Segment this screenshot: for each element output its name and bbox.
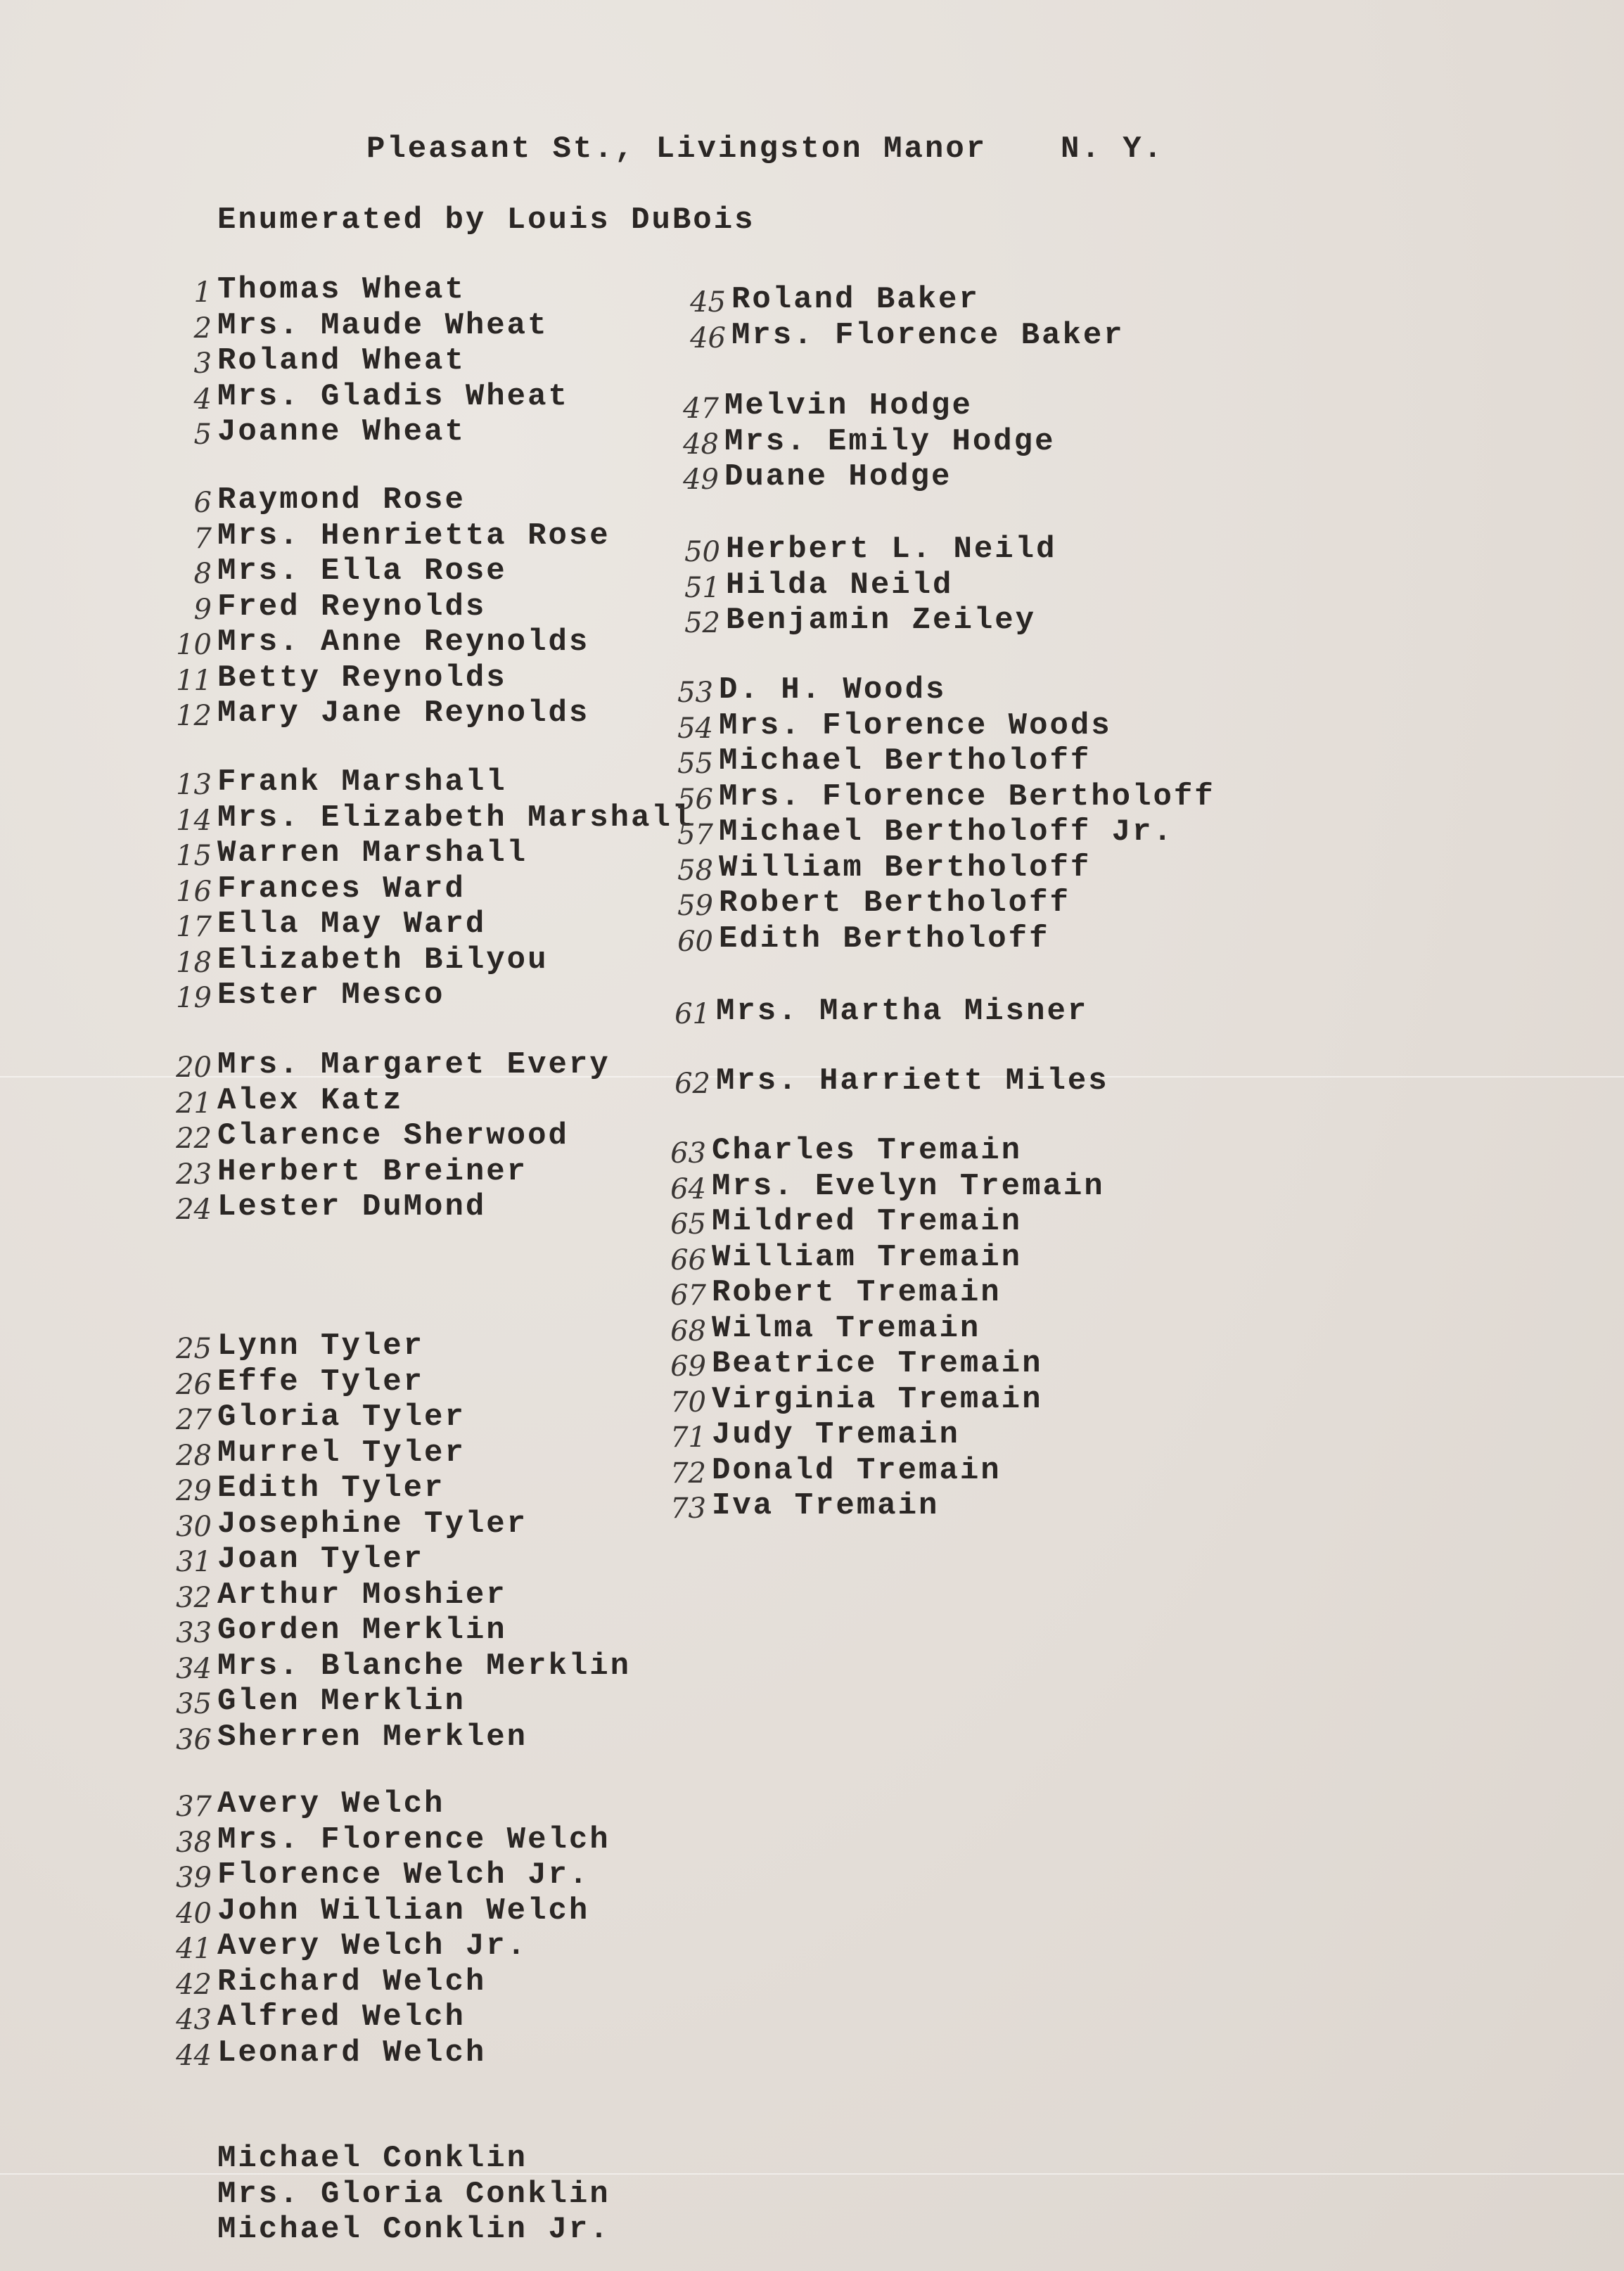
person-name: Avery Welch <box>217 1786 445 1822</box>
person-name: Fred Reynolds <box>217 589 487 625</box>
handwritten-number: 30 <box>176 1510 212 1543</box>
handwritten-number: 70 <box>670 1386 706 1419</box>
person-name: Mrs. Maude Wheat <box>217 307 549 343</box>
person-name: Leonard Welch <box>217 2035 487 2071</box>
person-name: Beatrice Tremain <box>712 1346 1043 1381</box>
person-name: Murrel Tyler <box>217 1435 466 1471</box>
handwritten-number: 8 <box>193 558 212 590</box>
person-name: Gorden Merklin <box>217 1613 507 1648</box>
person-name: Mrs. Gloria Conklin <box>217 2176 610 2212</box>
person-name: Michael Bertholoff <box>719 743 1092 779</box>
person-name: Roland Wheat <box>217 343 466 378</box>
handwritten-number: 31 <box>176 1546 212 1578</box>
person-name: William Bertholoff <box>719 850 1092 885</box>
handwritten-number: 60 <box>677 925 713 958</box>
person-name: Richard Welch <box>217 1964 487 2000</box>
person-name: Warren Marshall <box>217 836 528 871</box>
person-name: Charles Tremain <box>712 1133 1023 1168</box>
state-heading: N. Y. <box>1061 132 1165 167</box>
person-name: Joanne Wheat <box>217 414 466 449</box>
person-name: Betty Reynolds <box>217 660 507 696</box>
person-name: Frank Marshall <box>217 765 507 800</box>
handwritten-number: 21 <box>176 1087 212 1120</box>
handwritten-number: 20 <box>176 1051 212 1084</box>
handwritten-number: 36 <box>176 1723 212 1756</box>
handwritten-number: 5 <box>193 418 212 451</box>
handwritten-number: 19 <box>176 982 212 1014</box>
handwritten-number: 51 <box>684 571 720 604</box>
handwritten-number: 28 <box>176 1439 212 1472</box>
person-name: Alex Katz <box>217 1082 404 1118</box>
enumerator-line: Enumerated by Louis DuBois <box>217 203 755 238</box>
handwritten-number: 63 <box>670 1137 706 1170</box>
person-name: William Tremain <box>712 1239 1023 1275</box>
person-name: Arthur Moshier <box>217 1577 507 1613</box>
handwritten-number: 57 <box>677 819 713 851</box>
handwritten-number: 3 <box>193 347 212 380</box>
person-name: Michael Conklin Jr. <box>217 2212 610 2247</box>
person-name: Melvin Hodge <box>724 388 973 423</box>
handwritten-number: 18 <box>176 946 212 979</box>
handwritten-number: 27 <box>176 1404 212 1436</box>
person-name: Judy Tremain <box>712 1417 960 1452</box>
person-name: Duane Hodge <box>724 459 952 494</box>
handwritten-number: 26 <box>176 1368 212 1401</box>
handwritten-number: 7 <box>193 522 212 555</box>
person-name: Hilda Neild <box>726 567 954 603</box>
handwritten-number: 68 <box>670 1314 706 1348</box>
handwritten-number: 40 <box>176 1897 212 1930</box>
handwritten-number: 55 <box>677 748 713 780</box>
handwritten-number: 12 <box>176 700 212 732</box>
handwritten-number: 48 <box>683 428 719 461</box>
person-name: Mrs. Florence Welch <box>217 1822 610 1857</box>
person-name: Alfred Welch <box>217 2000 466 2035</box>
handwritten-number: 14 <box>176 804 212 837</box>
person-name: Edith Bertholoff <box>719 921 1050 957</box>
person-name: Iva Tremain <box>712 1488 940 1523</box>
handwritten-number: 65 <box>670 1208 706 1241</box>
person-name: Mrs. Blanche Merklin <box>217 1648 632 1684</box>
person-name: John Willian Welch <box>217 1893 590 1928</box>
person-name: Robert Tremain <box>712 1275 1002 1310</box>
person-name: Herbert L. Neild <box>726 532 1057 567</box>
handwritten-number: 59 <box>677 890 713 922</box>
handwritten-number: 45 <box>690 286 726 319</box>
person-name: Mrs. Florence Baker <box>731 317 1125 353</box>
handwritten-number: 47 <box>683 392 719 425</box>
person-name: Florence Welch Jr. <box>217 1857 590 1893</box>
handwritten-number: 42 <box>176 1968 212 2001</box>
person-name: Mrs. Florence Bertholoff <box>719 779 1215 814</box>
person-name: Mildred Tremain <box>712 1204 1023 1239</box>
handwritten-number: 71 <box>670 1421 706 1454</box>
handwritten-number: 17 <box>176 911 212 943</box>
person-name: Mrs. Anne Reynolds <box>217 625 590 660</box>
handwritten-number: 35 <box>176 1688 212 1720</box>
location-heading: Pleasant St., Livingston Manor <box>366 132 987 167</box>
handwritten-number: 37 <box>176 1791 212 1823</box>
person-name: Elizabeth Bilyou <box>217 942 549 978</box>
handwritten-number: 24 <box>176 1194 212 1226</box>
person-name: Mrs. Elizabeth Marshall <box>217 800 693 836</box>
handwritten-number: 50 <box>684 536 720 568</box>
handwritten-number: 44 <box>176 2039 212 2072</box>
handwritten-number: 25 <box>176 1333 212 1365</box>
handwritten-number: 29 <box>176 1475 212 1507</box>
person-name: Mrs. Martha Misner <box>716 994 1089 1029</box>
person-name: Mrs. Henrietta Rose <box>217 518 610 554</box>
person-name: Michael Bertholoff Jr. <box>719 814 1174 850</box>
handwritten-number: 2 <box>193 312 212 345</box>
person-name: Donald Tremain <box>712 1452 1002 1488</box>
person-name: Mrs. Emily Hodge <box>724 423 1056 459</box>
handwritten-number: 22 <box>176 1122 212 1155</box>
person-name: Clarence Sherwood <box>217 1118 569 1153</box>
handwritten-number: 6 <box>193 487 212 519</box>
person-name: Lynn Tyler <box>217 1329 425 1364</box>
person-name: Mrs. Gladis Wheat <box>217 378 569 414</box>
handwritten-number: 4 <box>193 383 212 416</box>
person-name: Sherren Merklen <box>217 1719 528 1755</box>
person-name: Wilma Tremain <box>712 1310 981 1346</box>
handwritten-number: 15 <box>176 840 212 872</box>
handwritten-number: 34 <box>176 1652 212 1685</box>
person-name: Edith Tyler <box>217 1471 445 1506</box>
handwritten-number: 67 <box>670 1279 706 1312</box>
handwritten-number: 58 <box>677 854 713 887</box>
person-name: Mrs. Margaret Every <box>217 1047 610 1082</box>
person-name: Mrs. Florence Woods <box>719 708 1112 743</box>
handwritten-number: 23 <box>176 1158 212 1191</box>
handwritten-number: 52 <box>684 607 720 639</box>
person-name: Joan Tyler <box>217 1542 425 1577</box>
person-name: Josephine Tyler <box>217 1506 528 1542</box>
person-name: D. H. Woods <box>719 672 947 708</box>
handwritten-number: 1 <box>193 276 212 309</box>
handwritten-number: 62 <box>674 1068 710 1100</box>
person-name: Virginia Tremain <box>712 1381 1043 1417</box>
person-name: Ella May Ward <box>217 907 487 942</box>
person-name: Mrs. Ella Rose <box>217 554 507 589</box>
person-name: Glen Merklin <box>217 1684 466 1719</box>
person-name: Robert Bertholoff <box>719 885 1070 921</box>
person-name: Gloria Tyler <box>217 1400 466 1435</box>
handwritten-number: 9 <box>193 593 212 626</box>
person-name: Mrs. Harriett Miles <box>716 1063 1109 1099</box>
person-name: Thomas Wheat <box>217 272 466 307</box>
person-name: Raymond Rose <box>217 482 466 518</box>
handwritten-number: 10 <box>176 629 212 661</box>
person-name: Avery Welch Jr. <box>217 1928 528 1964</box>
handwritten-number: 41 <box>176 1933 212 1965</box>
person-name: Benjamin Zeiley <box>726 603 1037 638</box>
handwritten-number: 72 <box>670 1457 706 1490</box>
person-name: Herbert Breiner <box>217 1153 528 1189</box>
handwritten-number: 16 <box>176 875 212 908</box>
handwritten-number: 73 <box>670 1492 706 1525</box>
person-name: Mary Jane Reynolds <box>217 696 590 731</box>
person-name: Lester DuMond <box>217 1189 487 1224</box>
handwritten-number: 54 <box>677 712 713 745</box>
handwritten-number: 56 <box>677 783 713 816</box>
handwritten-number: 11 <box>176 664 212 697</box>
handwritten-number: 32 <box>176 1581 212 1614</box>
handwritten-number: 38 <box>176 1826 212 1859</box>
person-name: Frances Ward <box>217 871 466 907</box>
handwritten-number: 64 <box>670 1172 706 1205</box>
handwritten-number: 33 <box>176 1617 212 1649</box>
handwritten-number: 43 <box>176 2004 212 2036</box>
handwritten-number: 46 <box>690 321 726 354</box>
person-name: Mrs. Evelyn Tremain <box>712 1168 1105 1204</box>
handwritten-number: 53 <box>677 677 713 709</box>
handwritten-number: 69 <box>670 1350 706 1383</box>
person-name: Ester Mesco <box>217 978 445 1013</box>
handwritten-number: 39 <box>176 1862 212 1894</box>
person-name: Effe Tyler <box>217 1364 425 1400</box>
handwritten-number: 49 <box>683 463 719 496</box>
handwritten-number: 61 <box>674 998 710 1030</box>
person-name: Michael Conklin <box>217 2141 528 2176</box>
person-name: Roland Baker <box>731 282 980 317</box>
handwritten-number: 66 <box>670 1243 706 1277</box>
handwritten-number: 13 <box>176 769 212 801</box>
